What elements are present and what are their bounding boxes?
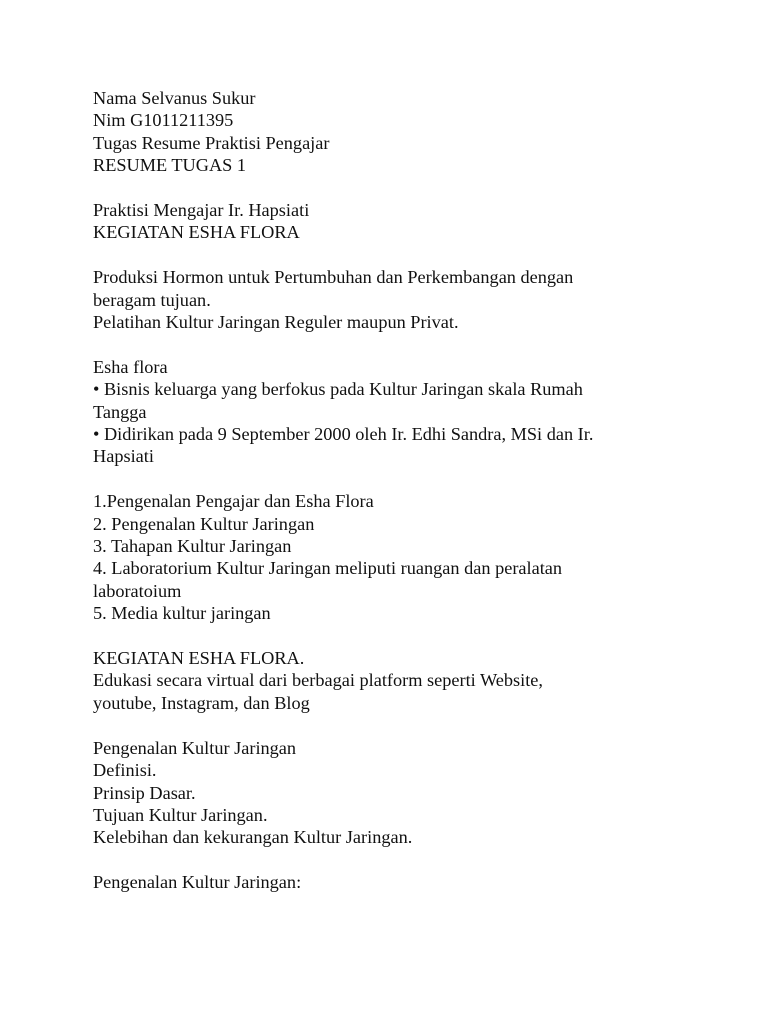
topic-item-2: 2. Pengenalan Kultur Jaringan xyxy=(93,513,315,534)
products-line-3: Pelatihan Kultur Jaringan Reguler maupun Privat. xyxy=(93,312,459,333)
topic-item-3: 3. Tahapan Kultur Jaringan xyxy=(93,536,292,557)
esha-bullet-2b: Hapsiati xyxy=(93,446,154,467)
topic-item-1: 1.Pengenalan Pengajar dan Esha Flora xyxy=(93,491,374,512)
intro-kultur-item-1: Definisi. xyxy=(93,760,157,781)
esha-bullet-1b: Tangga xyxy=(93,401,147,422)
esha-block xyxy=(93,356,693,468)
student-name: Nama Selvanus Sukur xyxy=(93,88,256,108)
activity-heading: KEGIATAN ESHA FLORA xyxy=(93,222,300,243)
activities-line-1: Edukasi secara virtual dari berbagai platform seperti Website, xyxy=(93,670,543,691)
esha-bullet-2a: • Didirikan pada 9 September 2000 oleh Ir. Edhi Sandra, MSi dan Ir. xyxy=(93,424,594,445)
topic-item-5: 5. Media kultur jaringan xyxy=(93,603,271,624)
intro-block xyxy=(93,199,693,244)
intro-kultur-title: Pengenalan Kultur Jaringan xyxy=(93,737,297,758)
products-line-2: beragam tujuan. xyxy=(93,289,211,310)
products-line-1: Produksi Hormon untuk Pertumbuhan dan Perkembangan dengan xyxy=(93,267,574,288)
intro-kultur-item-4: Kelebihan dan kekurangan Kultur Jaringan. xyxy=(93,827,413,848)
activities-title: KEGIATAN ESHA FLORA. xyxy=(93,648,305,669)
esha-title: Esha flora xyxy=(93,356,168,377)
student-nim: Nim G1011211395 xyxy=(93,110,234,131)
closing-block xyxy=(93,871,693,893)
header-block xyxy=(93,87,693,177)
intro-kultur-item-2: Prinsip Dasar. xyxy=(93,782,196,803)
activities-block xyxy=(93,647,693,714)
closing-title: Pengenalan Kultur Jaringan: xyxy=(93,872,302,893)
task-title: Tugas Resume Praktisi Pengajar xyxy=(93,132,330,153)
intro-kultur-item-3: Tujuan Kultur Jaringan. xyxy=(93,804,268,825)
document-body xyxy=(93,87,693,916)
topic-item-4a: 4. Laboratorium Kultur Jaringan meliputi ruangan dan peralatan xyxy=(93,558,563,579)
topic-item-4b: laboratoium xyxy=(93,580,182,601)
products-block xyxy=(93,266,693,333)
intro-kultur-block xyxy=(93,737,693,849)
resume-title: RESUME TUGAS 1 xyxy=(93,155,247,176)
activities-line-2: youtube, Instagram, dan Blog xyxy=(93,692,310,713)
teacher-line: Praktisi Mengajar Ir. Hapsiati xyxy=(93,200,310,221)
esha-bullet-1a: • Bisnis keluarga yang berfokus pada Kultur Jaringan skala Rumah xyxy=(93,379,583,400)
topics-list xyxy=(93,490,693,624)
